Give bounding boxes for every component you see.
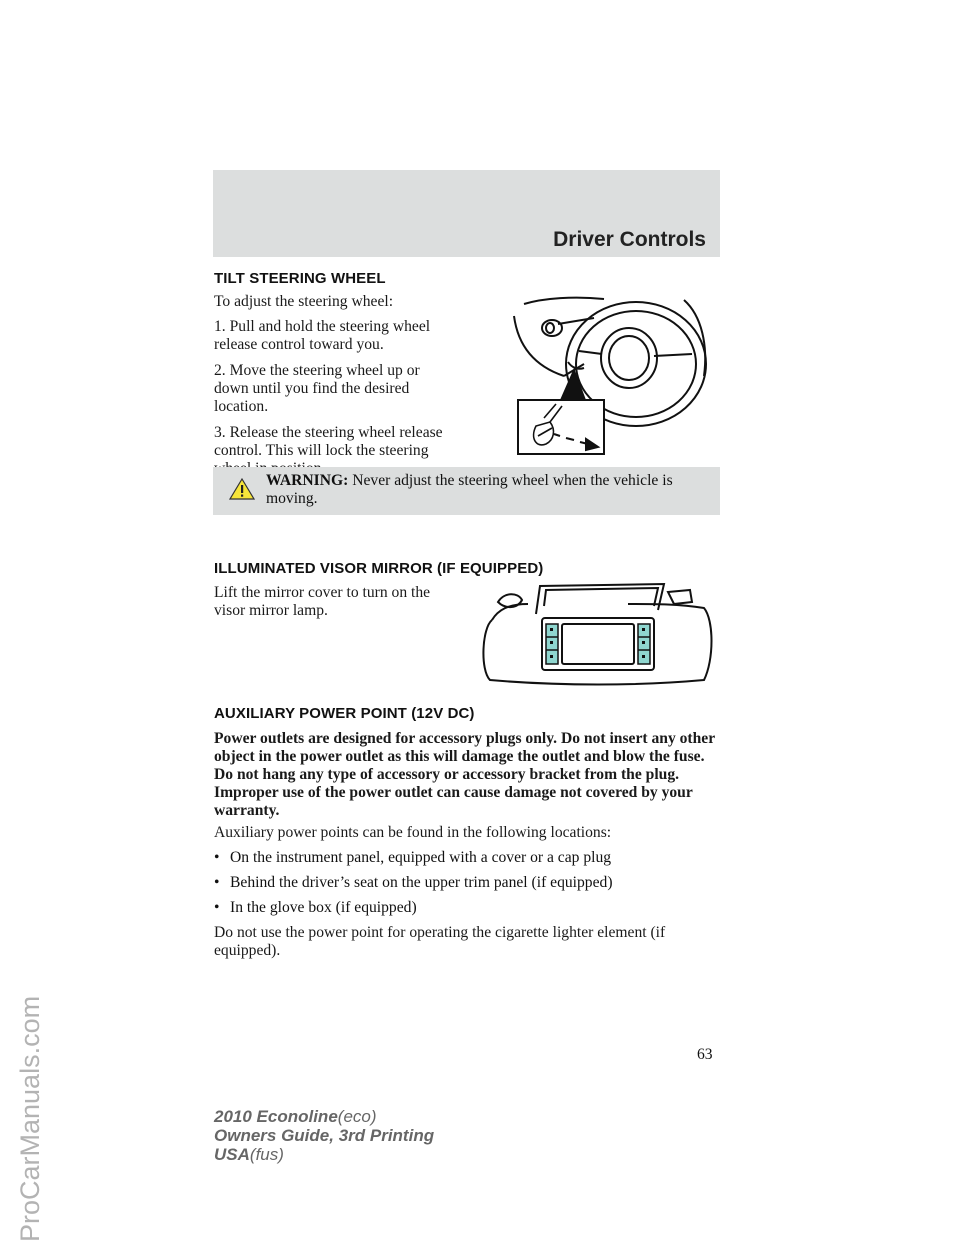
tilt-step-3: 3. Release the steering wheel release control. This will lock the steering [214, 424, 443, 459]
watermark-text: ProCarManuals.com [15, 995, 45, 1242]
tilt-step-1: 1. Pull and hold the steering wheel release control toward you. [214, 318, 431, 353]
visor-text: Lift the mirror cover to turn on the visor mirror lamp. [214, 584, 431, 619]
visor-heading: ILLUMINATED VISOR MIRROR (IF EQUIPPED) [214, 560, 544, 577]
warning-box [213, 467, 720, 515]
footer: 2010 Econoline(eco) Owners Guide, 3rd Printing USA(fus) [214, 1107, 435, 1164]
tilt-step-2: 2. Move the steering wheel up or down until you find the desired location. [214, 362, 420, 415]
section-header-band [213, 170, 720, 257]
list-item: • Behind the driver’s seat on the upper trim panel (if equipped) [214, 874, 613, 891]
warning-body: Never adjust the steering wheel when the vehicle is moving. [266, 472, 673, 507]
power-locations-intro: Auxiliary power points can be found in the following locations: [214, 824, 612, 841]
bullet-icon: • [214, 849, 220, 866]
tilt-intro: To adjust the steering wheel: [214, 293, 394, 310]
list-item: • In the glove box (if equipped) [214, 899, 417, 916]
bullet-icon: • [214, 899, 220, 916]
tilt-heading: TILT STEERING WHEEL [214, 270, 386, 287]
list-item: • On the instrument panel, equipped with a cover or a cap plug [214, 849, 612, 866]
warning-label: WARNING: [266, 472, 349, 489]
power-heading: AUXILIARY POWER POINT (12V DC) [214, 705, 475, 722]
section-title: Driver Controls [553, 228, 706, 251]
power-warning-text: Power outlets are designed for accessory plugs only. Do not insert any other object in the power outlet as this will damage the outlet and blow the fuse. Do not hang any type of accessory or accessory bracket from the plug. Improper use of the power outlet can cause damage not covered by your warranty. [214, 730, 715, 819]
steering-wheel-illustration [494, 296, 720, 456]
power-note: Do not use the power point for operating the cigarette lighter element (if equipped). [214, 924, 666, 959]
visor-mirror-illustration [478, 580, 714, 690]
page-number: 63 [697, 1046, 713, 1063]
warning-triangle-icon [229, 477, 255, 501]
warning-text [266, 472, 716, 508]
bullet-icon: • [214, 874, 220, 891]
